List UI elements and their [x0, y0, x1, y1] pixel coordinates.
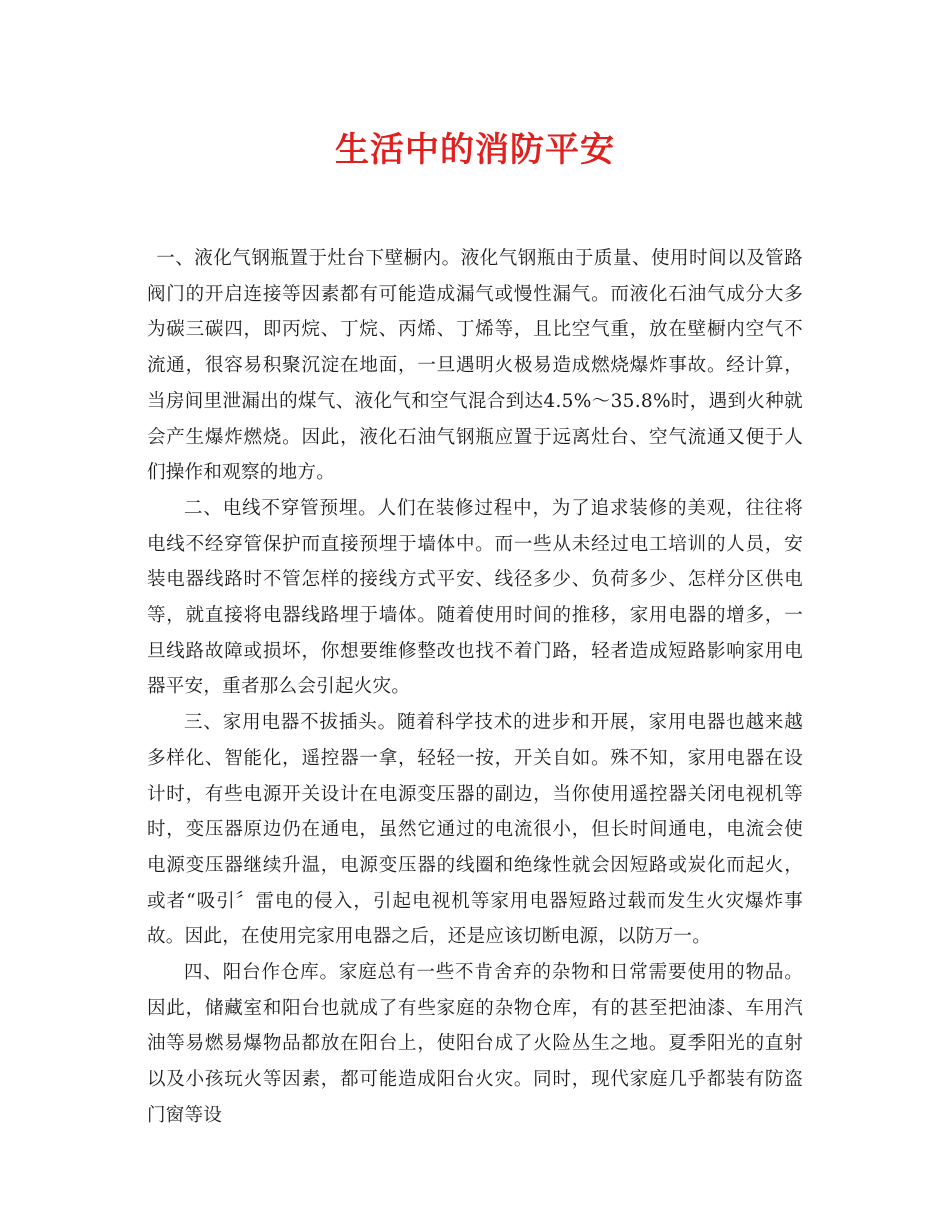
document-body — [147, 241, 803, 1134]
paragraph-appliance-plugs: 三、家用电器不拔插头。随着科学技术的进步和开展，家用电器也越来越多样化、智能化，遥控器一拿，轻轻一按，开关自如。殊不知，家用电器在设计时，有些电源开关设计在电源变压器的副边，当你使用遥控器关闭电视机等时，变压器原边仍在通电，虽然它通过的电流很小，但长时间通电，电流会使电源变压器继续升温，电源变压器的线圈和绝缘性就会因短路或炭化而起火，或者“吸引〞雷电的侵入，引起电视机等家用电器短路过载而发生火灾爆炸事故。因此，在使用完家用电器之后，还是应该切断电源，以防万一。 — [147, 712, 803, 948]
document-title: 生活中的消防平安 — [335, 130, 615, 170]
paragraph-lpg-cylinder: 一、液化气钢瓶置于灶台下壁橱内。液化气钢瓶由于质量、使用时间以及管路阀门的开启连接等因素都有可能造成漏气或慢性漏气。而液化石油气成分大多为碳三碳四，即丙烷、丁烷、丙烯、丁烯等，且比空气重，放在壁橱内空气不流通，很容易积聚沉淀在地面，一旦遇明火极易造成燃烧爆炸事故。经计算，当房间里泄漏出的煤气、液化气和空气混合到达4.5%～35.8%时，遇到火种就会产生爆炸燃烧。因此，液化石油气钢瓶应置于远离灶台、空气流通又便于人们操作和观察的地方。 — [147, 248, 803, 484]
paragraph-wiring: 二、电线不穿管预埋。人们在装修过程中，为了追求装修的美观，往往将电线不经穿管保护而直接预埋于墙体中。而一些从未经过电工培训的人员，安装电器线路时不管怎样的接线方式平安、线径多少、负荷多少、怎样分区供电等，就直接将电器线路埋于墙体。随着使用时间的推移，家用电器的增多，一旦线路故障或损坏，你想要维修整改也找不着门路，轻者造成短路影响家用电器平安，重者那么会引起火灾。 — [147, 497, 803, 698]
paragraph-balcony-storage: 四、阳台作仓库。家庭总有一些不肯舍弃的杂物和日常需要使用的物品。因此，储藏室和阳台也就成了有些家庭的杂物仓库，有的甚至把油漆、车用汽油等易燃易爆物品都放在阳台上，使阳台成了火险丛生之地。夏季阳光的直射以及小孩玩火等因素，都可能造成阳台火灾。同时，现代家庭几乎都装有防盗门窗等设 — [147, 962, 803, 1126]
